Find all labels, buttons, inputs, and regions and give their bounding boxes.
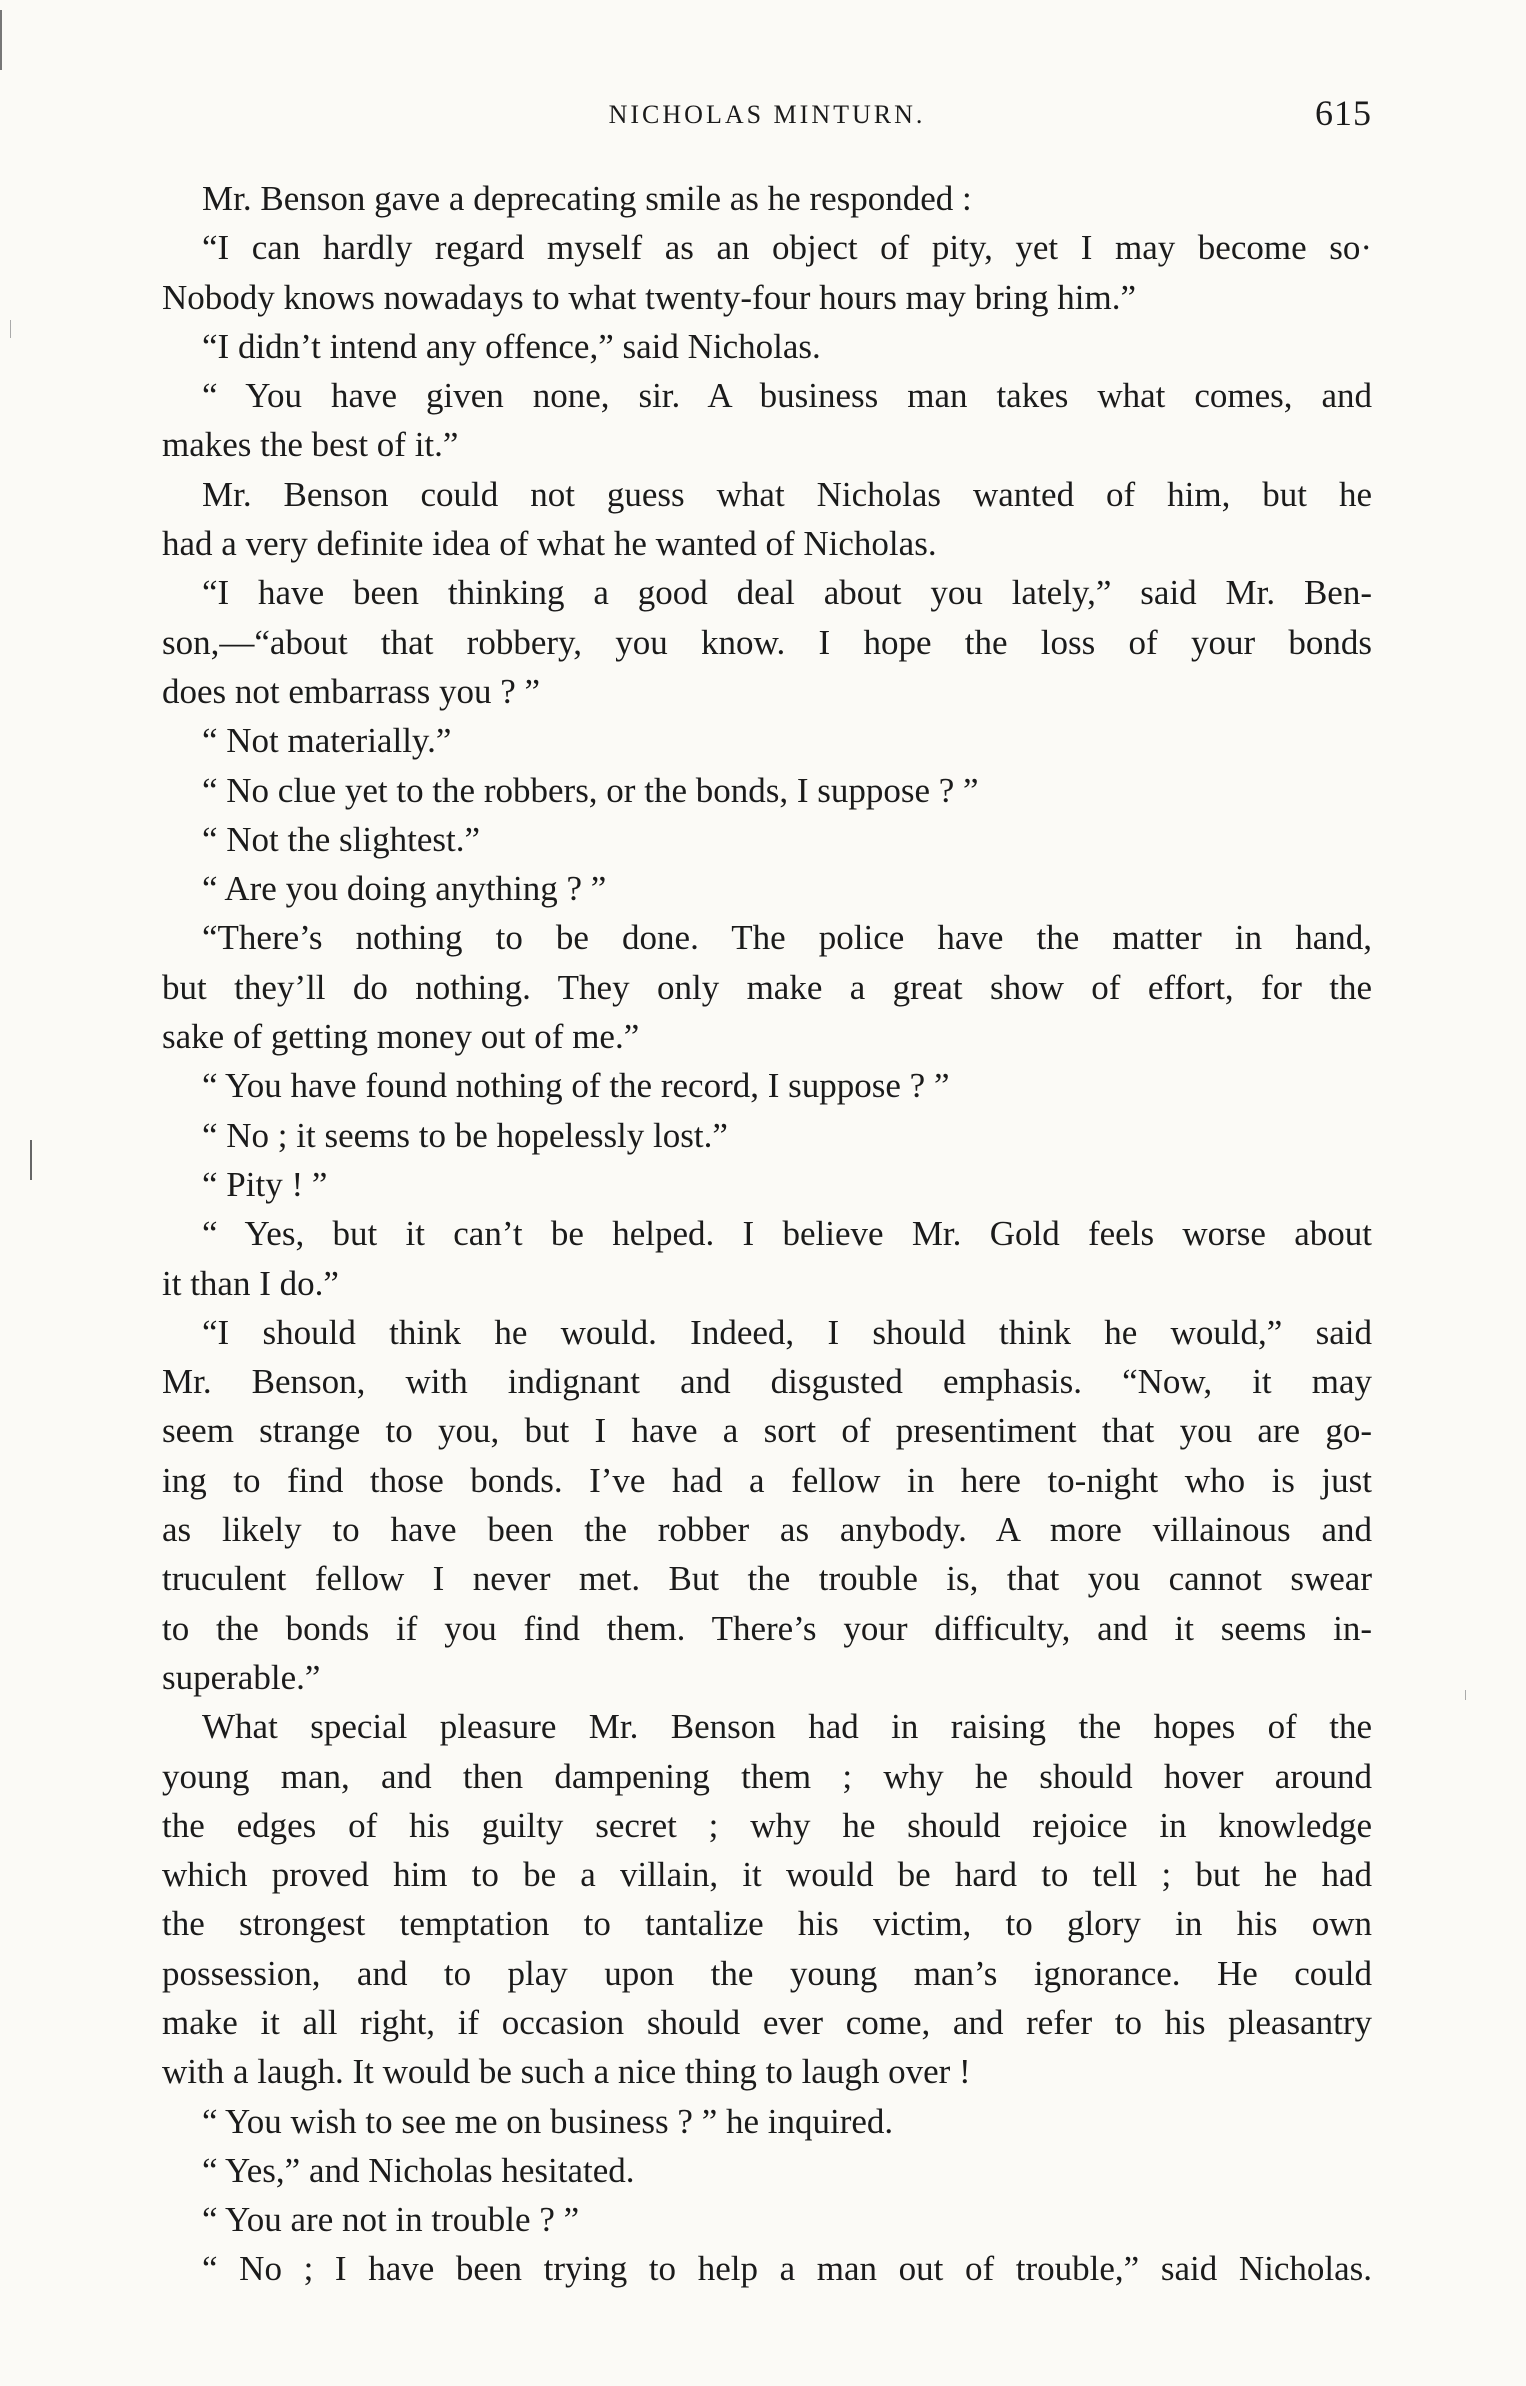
text-line: “ You have found nothing of the record, I suppose ? ” [202, 1066, 950, 1106]
text-line: Mr. Benson gave a deprecating smile as he responded : [202, 179, 972, 218]
text-line: “ Yes, but it can’t be helped. I believe Mr. Gold feels worse about [202, 1214, 1372, 1254]
text-line: “ No ; it seems to be hopelessly lost.” [202, 1115, 728, 1155]
text-line: Mr. Benson could not guess what Nicholas wanted of him, but he [202, 474, 1372, 514]
text-line: truculent fellow I never met. But the trouble is, that you cannot swear [162, 1559, 1372, 1599]
text-line: but they’ll do nothing. They only make a great show of effort, for the [162, 967, 1372, 1007]
text-line: as likely to have been the robber as anybody. A more villainous and [162, 1510, 1372, 1550]
text-line: sake of getting money out of me.” [162, 1017, 640, 1057]
body-text [162, 174, 1372, 2294]
text-line: “I didn’t intend any offence,” said Nicholas. [202, 326, 821, 366]
text-line: “I have been thinking a good deal about you lately,” said Mr. Ben- [202, 573, 1372, 613]
text-line: with a laugh. It would be such a nice thing to laugh over ! [162, 2052, 971, 2092]
scan-edge-mark [10, 320, 11, 338]
text-line: the strongest temptation to tantalize his victim, to glory in his own [162, 1904, 1372, 1944]
text-line: son,—“about that robbery, you know. I hope the loss of your bonds [162, 622, 1372, 662]
text-line: to the bonds if you find them. There’s your difficulty, and it seems in- [162, 1608, 1372, 1648]
text-line: possession, and to play upon the young man’s ignorance. He could [162, 1953, 1372, 1993]
text-line: “ No ; I have been trying to help a man out of trouble,” said Nicholas. [202, 2249, 1372, 2289]
text-line: “ Are you doing anything ? ” [202, 869, 607, 909]
text-line: “ Yes,” and Nicholas hesitated. [202, 2150, 635, 2190]
text-line: makes the best of it.” [162, 425, 459, 465]
text-line: young man, and then dampening them ; why he should hover around [162, 1756, 1372, 1796]
text-line: Nobody knows nowadays to what twenty-four hours may bring him.” [162, 277, 1137, 317]
text-line: does not embarrass you ? ” [162, 671, 541, 711]
text-line: had a very definite idea of what he wanted of Nicholas. [162, 524, 937, 564]
text-line: What special pleasure Mr. Benson had in raising the hopes of the [202, 1707, 1372, 1747]
text-line: the edges of his guilty secret ; why he should rejoice in knowledge [162, 1805, 1372, 1845]
text-line: “ Not the slightest.” [202, 819, 481, 859]
text-line: “ No clue yet to the robbers, or the bonds, I suppose ? ” [202, 770, 979, 810]
text-line: “I can hardly regard myself as an object of pity, yet I may become so· [202, 228, 1372, 268]
text-line: make it all right, if occasion should ever come, and refer to his pleasantry [162, 2002, 1372, 2042]
page-number: 615 [1315, 93, 1372, 133]
text-line: seem strange to you, but I have a sort of presentiment that you are go- [162, 1411, 1372, 1451]
text-line: “ Not materially.” [202, 721, 452, 761]
running-head [162, 92, 1372, 142]
text-line: ing to find those bonds. I’ve had a fellow in here to-night who is just [162, 1460, 1372, 1500]
running-title: NICHOLAS MINTURN. [608, 100, 926, 129]
text-line: superable.” [162, 1657, 321, 1697]
text-line: it than I do.” [162, 1263, 339, 1303]
scan-edge-mark [1465, 1690, 1466, 1700]
text-line: “There’s nothing to be done. The police have the matter in hand, [202, 918, 1372, 958]
text-line: which proved him to be a villain, it would be hard to tell ; but he had [162, 1855, 1372, 1895]
scan-edge-mark [0, 10, 2, 70]
text-line: Mr. Benson, with indignant and disgusted emphasis. “Now, it may [162, 1362, 1372, 1402]
text-line: “ You have given none, sir. A business man takes what comes, and [202, 376, 1372, 416]
text-line: “ Pity ! ” [202, 1164, 328, 1204]
text-line: “ You are not in trouble ? ” [202, 2200, 580, 2240]
scan-edge-mark [30, 1140, 32, 1180]
text-line: “I should think he would. Indeed, I should think he would,” said [202, 1312, 1372, 1352]
text-line: “ You wish to see me on business ? ” he inquired. [202, 2101, 894, 2141]
